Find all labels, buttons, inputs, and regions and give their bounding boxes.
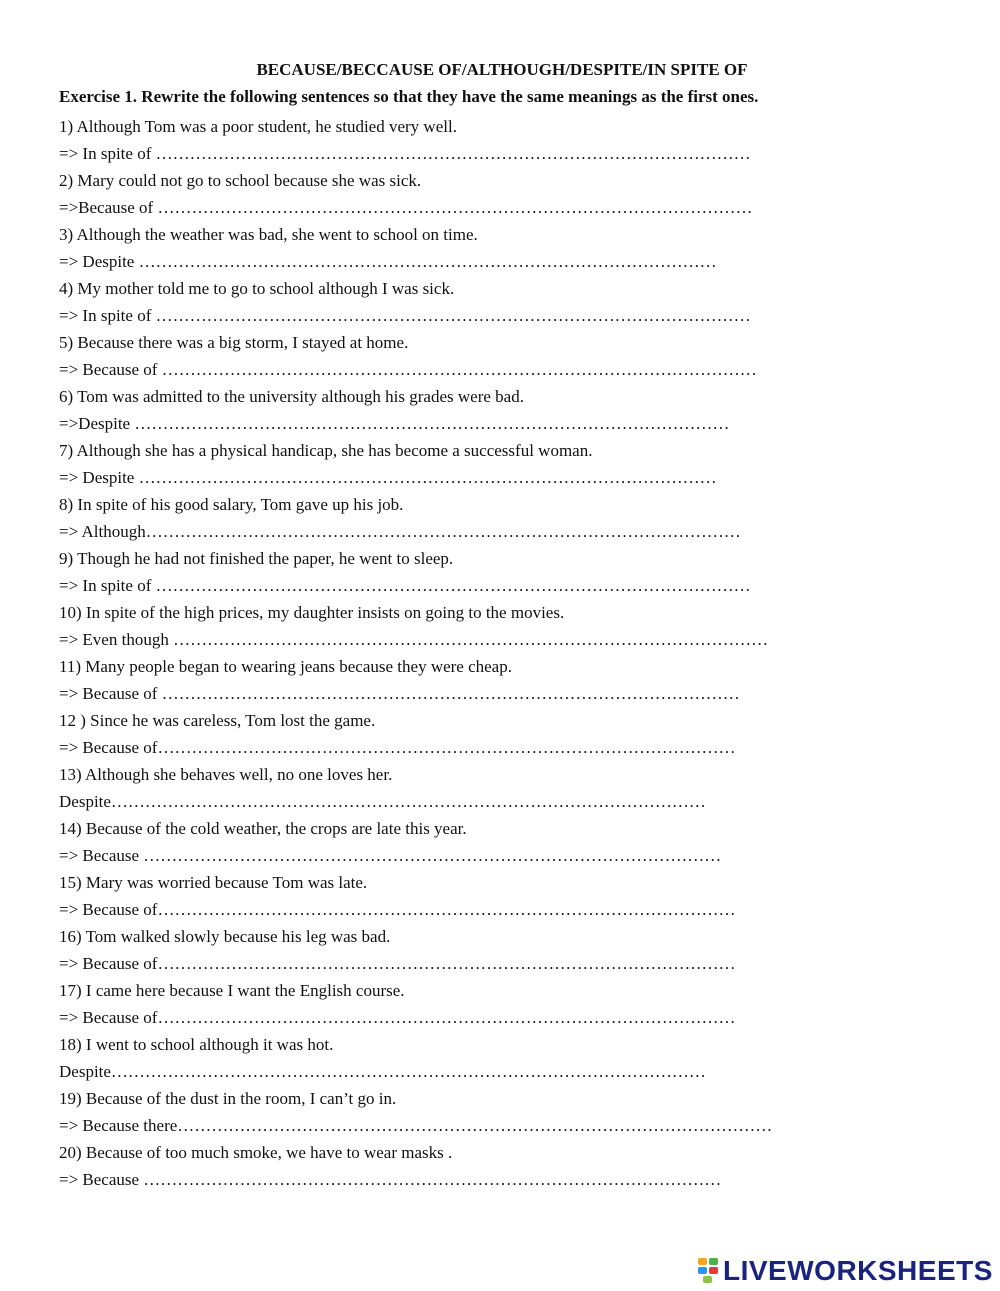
exercise-question: 5) Because there was a big storm, I stayed at home. xyxy=(59,333,409,352)
answer-line[interactable]: => Because of …………………………………………………………………………………………… xyxy=(59,360,757,379)
answer-line[interactable]: => Because there…………………………………………………………………………………………… xyxy=(59,1116,773,1135)
exercise-question: 20) Because of too much smoke, we have to wear masks . xyxy=(59,1143,453,1162)
exercise-question: 12 ) Since he was careless, Tom lost the game. xyxy=(59,711,376,730)
answer-line[interactable]: => In spite of …………………………………………………………………………………………… xyxy=(59,576,751,595)
answer-line[interactable]: Despite…………………………………………………………………………………………… xyxy=(59,792,706,811)
answer-line[interactable]: => Because of………………………………………………………………………………………… xyxy=(59,738,736,757)
exercise-question: 10) In spite of the high prices, my daughter insists on going to the movies. xyxy=(59,603,565,622)
exercise-question: 13) Although she behaves well, no one loves her. xyxy=(59,765,393,784)
exercise-list xyxy=(59,113,959,1193)
answer-line[interactable]: => Because ………………………………………………………………………………………… xyxy=(59,1170,722,1189)
exercise-question: 8) In spite of his good salary, Tom gave up his job. xyxy=(59,495,404,514)
liveworksheets-logo-icon xyxy=(698,1258,720,1284)
answer-line[interactable]: => Because of………………………………………………………………………………………… xyxy=(59,954,736,973)
exercise-question: 16) Tom walked slowly because his leg was bad. xyxy=(59,927,391,946)
exercise-question: 14) Because of the cold weather, the crops are late this year. xyxy=(59,819,467,838)
answer-line[interactable]: => Because of………………………………………………………………………………………… xyxy=(59,900,736,919)
answer-line[interactable]: =>Despite …………………………………………………………………………………………… xyxy=(59,414,730,433)
answer-line[interactable]: Despite…………………………………………………………………………………………… xyxy=(59,1062,706,1081)
liveworksheets-logo xyxy=(698,1256,993,1286)
answer-line[interactable]: => Despite ………………………………………………………………………………………… xyxy=(59,252,717,271)
exercise-question: 9) Though he had not finished the paper, he went to sleep. xyxy=(59,549,454,568)
exercise-question: 19) Because of the dust in the room, I can’t go in. xyxy=(59,1089,397,1108)
exercise-question: 7) Although she has a physical handicap, she has become a successful woman. xyxy=(59,441,593,460)
exercise-question: 3) Although the weather was bad, she went to school on time. xyxy=(59,225,478,244)
exercise-question: 18) I went to school although it was hot. xyxy=(59,1035,334,1054)
answer-line[interactable]: => Despite ………………………………………………………………………………………… xyxy=(59,468,717,487)
answer-line[interactable]: => Although…………………………………………………………………………………………… xyxy=(59,522,741,541)
exercise-question: 4) My mother told me to go to school although I was sick. xyxy=(59,279,455,298)
answer-line[interactable]: => In spite of …………………………………………………………………………………………… xyxy=(59,306,751,325)
answer-line[interactable]: =>Because of …………………………………………………………………………………………… xyxy=(59,198,753,217)
answer-line[interactable]: => In spite of …………………………………………………………………………………………… xyxy=(59,144,751,163)
exercise-question: 2) Mary could not go to school because she was sick. xyxy=(59,171,422,190)
liveworksheets-logo-text: LIVEWORKSHEETS xyxy=(723,1255,993,1286)
exercise-question: 1) Although Tom was a poor student, he studied very well. xyxy=(59,117,457,136)
answer-line[interactable]: => Even though …………………………………………………………………………………………… xyxy=(59,630,769,649)
answer-line[interactable]: => Because of ………………………………………………………………………………………… xyxy=(59,684,740,703)
page-title: BECAUSE/BECCAUSE OF/ALTHOUGH/DESPITE/IN SPITE OF xyxy=(256,60,748,79)
exercise-instruction: Exercise 1. Rewrite the following sentences so that they have the same meanings as the first ones. xyxy=(59,87,759,106)
exercise-question: 11) Many people began to wearing jeans because they were cheap. xyxy=(59,657,512,676)
answer-line[interactable]: => Because ………………………………………………………………………………………… xyxy=(59,846,722,865)
exercise-question: 17) I came here because I want the English course. xyxy=(59,981,405,1000)
exercise-question: 15) Mary was worried because Tom was late. xyxy=(59,873,368,892)
exercise-question: 6) Tom was admitted to the university although his grades were bad. xyxy=(59,387,524,406)
answer-line[interactable]: => Because of………………………………………………………………………………………… xyxy=(59,1008,736,1027)
